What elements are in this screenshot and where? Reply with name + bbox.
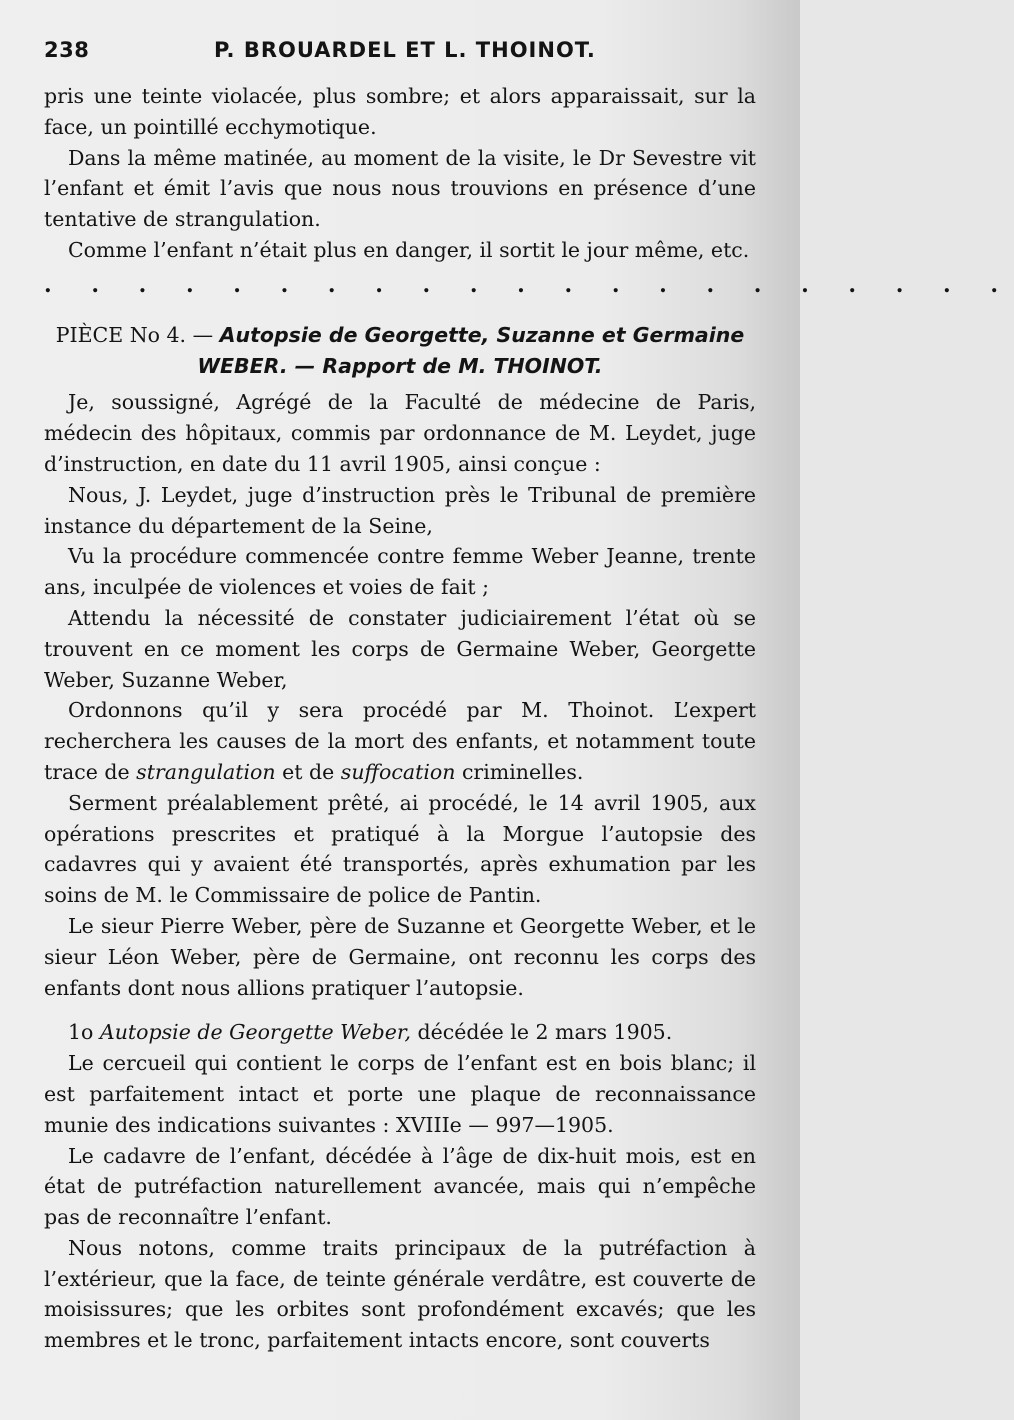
section-heading [44,320,756,382]
page-number: 238 [44,38,90,62]
ellipsis-dots-divider: . . . . . . . . . . . . . . . . . . . . . [44,271,1014,298]
paragraph-putrefaction: Nous notons, comme traits principaux de la putréfaction à l’extérieur, que la face, de teinte générale verdâtre, est couverte de moisissures; que les orbites sont profondément excavés; que les membres et le tronc, parfaitement intacts encore, sont couverts [44,1235,756,1353]
paragraph-ordonnons [44,695,756,787]
paragraph-attendu: Attendu la nécessité de constater judiciairement l’état où se trouvent en ce moment les corps de Germaine Weber, Georgette Weber, Suzanne Weber, [44,605,756,692]
paragraph-spacer [44,1003,756,1017]
paragraph-procedure: Vu la procédure commencée contre femme Weber Jeanne, trente ans, inculpée de violences et voies de fait ; [44,544,756,600]
subsection-date: décédée le 2 mars 1905. [411,1020,673,1045]
text-run-italic: suffocation [340,759,456,784]
paragraph-judge: Nous, J. Leydet, juge d’instruction près le Tribunal de première instance du département de la Seine, [44,482,756,538]
text-run-italic: strangulation [136,759,276,784]
paragraph-sevestre-visit: Dans la même matinée, au moment de la visite, le Dr Sevestre vit l’enfant et émit l’avis que nous nous trouvions en présence d’une tentative de strangulation. [44,145,756,232]
paragraph-identification: Le sieur Pierre Weber, père de Suzanne et Georgette Weber, et le sieur Léon Weber, père de Germaine, ont reconnu les corps des enfants dont nous allions pratiquer l’autopsie. [44,913,756,1000]
text-run: Ordonnons qu’il y sera procédé par M. Thoinot. L’expert recherchera les causes de la mort des enfants, et notamment toute trace de [44,698,756,784]
subsection-heading [44,1017,756,1048]
section-heading-title: Autopsie de Georgette, Suzanne et Germaine WEBER. — Rapport de M. THOINOT. [197,322,745,378]
subsection-title: Autopsie de Georgette Weber, [99,1020,411,1045]
page-header [44,38,764,68]
text-run: criminelles. [455,759,584,784]
text-run: et de [275,759,341,784]
paragraph-cadaver: Le cadavre de l’enfant, décédée à l’âge de dix-huit mois, est en état de putréfaction naturellement avancée, mais qui n’empêche pas de reconnaître l’enfant. [44,1143,756,1230]
paragraph-continuation: pris une teinte violacée, plus sombre; et alors apparaissait, sur la face, un pointillé ecchymotique. [44,84,756,139]
subsection-number: 1o [68,1020,100,1045]
page-body [44,81,1014,1356]
paragraph-coffin: Le cercueil qui contient le corps de l’enfant est en bois blanc; il est parfaitement intact et porte une plaque de reconnaissance munie des indications suivantes : XVIIIe — 997—1905. [44,1051,756,1137]
section-heading-label: PIÈCE No 4. — [55,322,220,347]
paragraph-declaration: Je, soussigné, Agrégé de la Faculté de médecine de Paris, médecin des hôpitaux, commis par ordonnance de M. Leydet, juge d’instruction, en date du 11 avril 1905, ainsi conçue : [44,390,756,476]
running-head: P. BROUARDEL ET L. THOINOT. [214,38,596,62]
paragraph-serment: Serment préalablement prêté, ai procédé, le 14 avril 1905, aux opérations prescrites et pratiqué à la Morgue l’autopsie des cadavres qui y avaient été transportés, après exhumation par les soins de M. le Commissaire de police de Pantin. [44,790,756,908]
paragraph-child-discharged: Comme l’enfant n’était plus en danger, il sortit le jour même, etc. [68,237,750,262]
